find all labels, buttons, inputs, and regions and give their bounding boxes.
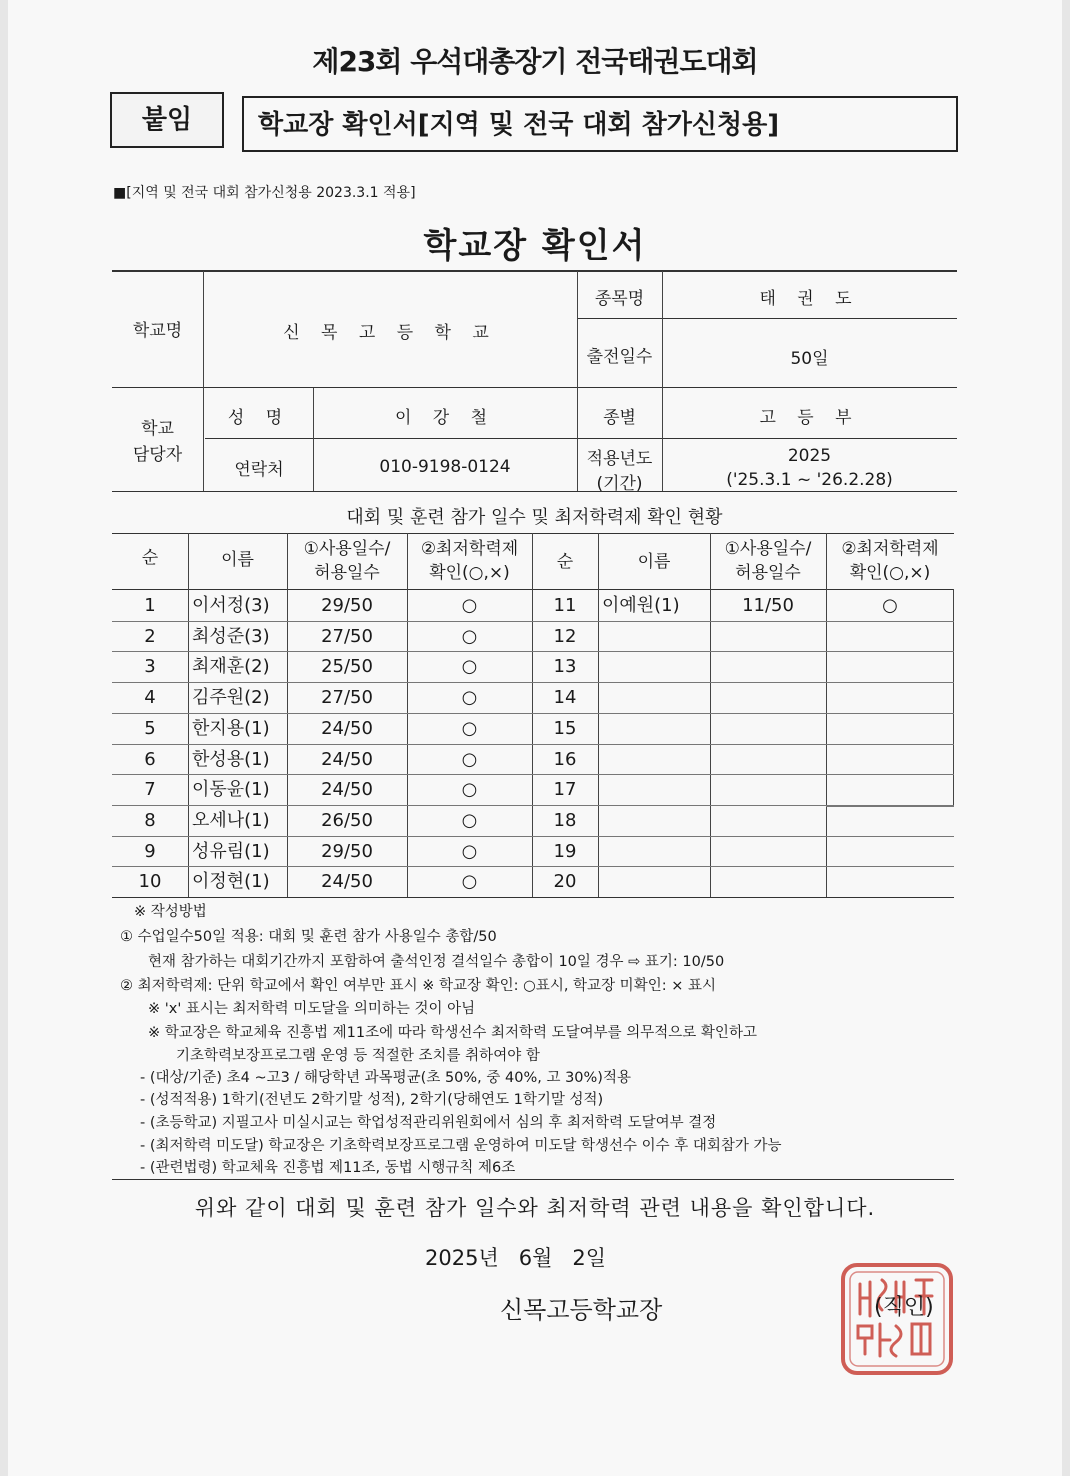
cell-no: 4 (144, 687, 156, 709)
cell-name (598, 805, 714, 836)
cell-name (598, 651, 714, 682)
cell-days (710, 682, 826, 713)
cell-days: 27/50 (321, 687, 373, 709)
notes-line: ② 최저학력제: 단위 학교에서 확인 여부만 표시 ※ 학교장 확인: ○표시, 학교장 미확인: × 표시 (120, 978, 716, 994)
notes-line: ※ 학교장은 학교체육 진흥법 제11조에 따라 학생선수 최저학력 도달여부를 의무적으로 확인하고 (148, 1025, 757, 1041)
cell-name: 이예원(1) (602, 595, 680, 616)
header-no-left: 순 (141, 548, 159, 568)
sport-label: 종목명 (594, 289, 645, 309)
cell-days: 11/50 (742, 595, 794, 616)
document-title-box: 학교장 확인서[지역 및 전국 대회 참가신청용] (242, 96, 958, 152)
year-label-2: (기간) (596, 474, 643, 494)
year-value: 2025 (787, 446, 832, 466)
contact-label: 연락처 (234, 460, 284, 480)
cell-name (598, 713, 714, 744)
contact-value: 010-9198-0124 (379, 457, 511, 477)
cell-check (826, 621, 954, 652)
year-label-1: 적용년도 (586, 449, 653, 469)
header-days-right-1: ①사용일수/ (724, 539, 812, 559)
notes-line: 기초학력보장프로그램 운영 등 적절한 조치를 취하여야 함 (176, 1048, 540, 1064)
cell-check (826, 774, 954, 805)
cell-days: 27/50 (321, 625, 373, 647)
header-min-right-1: ②최저학력제 (841, 539, 939, 559)
notes-line: - (대상/기준) 초4 ~고3 / 해당학년 과목평균(초 50%, 중 40%, 고 30%)적용 (140, 1070, 631, 1086)
page-title: 학교장 확인서 (423, 226, 647, 266)
cell-days (710, 805, 826, 836)
cell-check (826, 651, 954, 682)
division-value: 고 등 부 (759, 408, 860, 428)
header-days-left-2: 허용일수 (314, 563, 380, 583)
cell-no: 5 (144, 717, 156, 739)
cell-name: 성유림(1) (192, 840, 270, 862)
cell-no: 12 (553, 625, 577, 647)
name-value: 이 강 철 (394, 408, 496, 428)
cell-no: 15 (553, 717, 577, 739)
cell-days (710, 774, 826, 805)
notes-line: - (관련법령) 학교체육 진흥법 제11조, 동법 시행규칙 제6조 (140, 1160, 516, 1176)
cell-name: 한지용(1) (192, 717, 270, 739)
header-name-right: 이름 (637, 552, 671, 572)
cell-check: ○ (461, 687, 478, 709)
header-name-left: 이름 (221, 550, 254, 570)
cell-check: ○ (461, 625, 478, 647)
cell-no: 17 (553, 779, 577, 801)
cell-no: 14 (553, 687, 577, 709)
notes-line: ① 수업일수50일 적용: 대회 및 훈련 참가 사용일수 총합/50 (120, 929, 497, 945)
cell-no: 2 (144, 625, 156, 647)
cell-check: ○ (461, 779, 478, 801)
header-days-right-2: 허용일수 (735, 563, 801, 583)
confirmation-text: 위와 같이 대회 및 훈련 참가 일수와 최저학력 관련 내용을 확인합니다. (194, 1196, 876, 1220)
manager-label-1: 학교 (141, 419, 174, 439)
cell-no: 20 (553, 871, 577, 893)
manager-label-2: 담당자 (132, 445, 183, 465)
cell-name (598, 682, 714, 713)
notes-line: - (최저학력 미도달) 학교장은 기초학력보장프로그램 운영하여 미도달 학생선수 이수 후 대회참가 가능 (140, 1138, 782, 1154)
header-min-left-1: ②최저학력제 (420, 539, 519, 559)
division-label: 종별 (603, 408, 636, 428)
cell-no: 3 (144, 656, 156, 678)
signer-name: 신목고등학교장 (500, 1296, 663, 1324)
cell-name (598, 866, 714, 897)
cell-check: ○ (882, 595, 898, 616)
cell-days: 24/50 (321, 748, 373, 770)
cell-check (826, 866, 954, 897)
cell-name (598, 621, 714, 652)
school-label: 학교명 (132, 321, 183, 341)
cell-no: 6 (144, 748, 156, 770)
cell-name: 이동윤(1) (192, 779, 270, 801)
notes-line: - (초등학교) 지필고사 미실시교는 학업성적관리위원회에서 심의 후 최저학력 도달여부 결정 (140, 1115, 717, 1131)
cell-name: 최성준(3) (192, 625, 270, 647)
period-value: ('25.3.1 ~ '26.2.28) (726, 470, 893, 490)
cell-no: 18 (553, 809, 577, 831)
attachment-label: 붙임 (110, 92, 224, 148)
sport-value: 태 권 도 (759, 289, 860, 309)
header-min-left-2: 확인(○,×) (429, 563, 510, 583)
cell-no: 10 (138, 871, 162, 893)
name-label: 성 명 (227, 408, 291, 428)
cell-name (598, 836, 714, 867)
cell-days (710, 836, 826, 867)
cell-days (710, 713, 826, 744)
cell-check (826, 713, 954, 744)
days-value: 50일 (790, 349, 829, 369)
school-value: 신 목 고 등 학 교 (283, 323, 497, 343)
seal-label: (직인) (874, 1295, 934, 1320)
header-min-right-2: 확인(○,×) (849, 563, 931, 583)
cell-days: 26/50 (321, 809, 373, 831)
contest-title: 제23회 우석대총장기 전국태권도대회 (312, 45, 758, 78)
notes-line: 현재 참가하는 대회기간까지 포함하여 출석인정 결석일수 총합이 10일 경우 ⇨ 표기: 10/50 (148, 954, 725, 970)
cell-days: 25/50 (321, 656, 373, 678)
header-no-right: 순 (556, 552, 574, 572)
cell-check: ○ (461, 748, 478, 770)
cell-no: 9 (144, 840, 156, 862)
header-days-left-1: ①사용일수/ (303, 539, 391, 559)
cell-check: ○ (461, 717, 478, 739)
notes-line: ※ 'x' 표시는 최저학력 미도달을 의미하는 것이 아님 (148, 1001, 476, 1017)
cell-days (710, 744, 826, 775)
cell-name (598, 744, 714, 775)
cell-check: ○ (461, 871, 478, 893)
notes-line: - (성적적용) 1학기(전년도 2학기말 성적), 2학기(당해연도 1학기말 성적) (140, 1092, 604, 1108)
cell-no: 16 (553, 748, 577, 770)
cell-name: 이정현(1) (192, 871, 270, 893)
cell-check (826, 682, 954, 713)
cell-name (598, 774, 714, 805)
cell-name: 김주원(2) (192, 687, 270, 709)
cell-check (826, 805, 954, 836)
cell-days: 29/50 (321, 595, 373, 616)
cell-no: 19 (553, 840, 577, 862)
cell-check: ○ (461, 840, 478, 862)
cell-name: 한성용(1) (192, 748, 270, 770)
issue-date: 2025년 6월 2일 (425, 1246, 607, 1270)
cell-name: 이서정(3) (192, 595, 270, 616)
cell-days (710, 621, 826, 652)
cell-check (826, 836, 954, 867)
cell-no: 11 (553, 595, 577, 616)
cell-no: 8 (144, 809, 156, 831)
cell-no: 7 (144, 779, 156, 801)
cell-name: 최재훈(2) (192, 656, 270, 678)
cell-check: ○ (461, 595, 478, 616)
cell-no: 13 (553, 656, 577, 678)
cell-no: 1 (144, 595, 156, 616)
cell-days: 29/50 (321, 840, 373, 862)
cell-check: ○ (461, 809, 478, 831)
cell-name: 오세나(1) (192, 809, 270, 831)
cell-check: ○ (461, 656, 478, 678)
cell-days (710, 866, 826, 897)
apply-note: ■[지역 및 전국 대회 참가신청용 2023.3.1 적용] (113, 185, 416, 201)
cell-days: 24/50 (321, 871, 373, 893)
cell-check (826, 744, 954, 775)
cell-days: 24/50 (321, 779, 373, 801)
notes-heading: ※ 작성방법 (134, 904, 207, 920)
days-label: 출전일수 (586, 347, 653, 367)
section-title: 대회 및 훈련 참가 일수 및 최저학력제 확인 현황 (346, 507, 723, 528)
cell-days (710, 651, 826, 682)
cell-days: 24/50 (321, 717, 373, 739)
